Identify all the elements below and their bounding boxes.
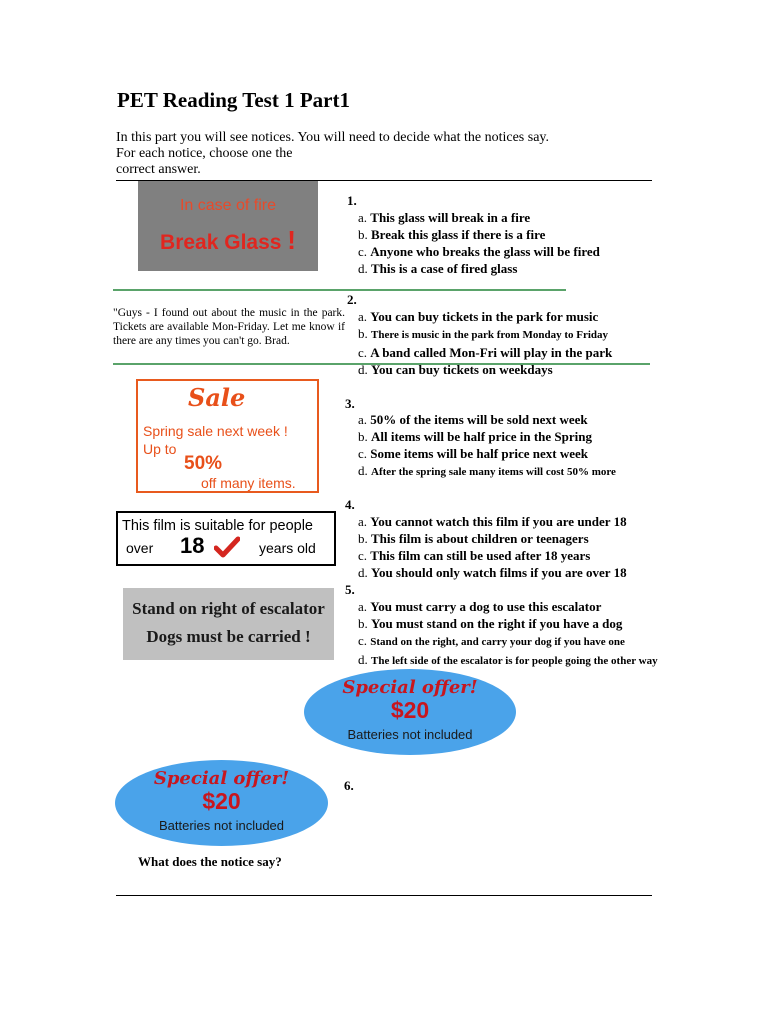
question-4-number: 4.	[345, 497, 355, 512]
intro-line-2: For each notice, choose one the	[116, 146, 293, 161]
question-1-number: 1.	[347, 193, 357, 208]
option-letter: a.	[358, 210, 368, 225]
option-letter: a.	[358, 412, 368, 427]
notice-5-escalator-sign	[123, 588, 334, 660]
question-3-number: 3.	[345, 396, 355, 411]
option-letter: a.	[358, 514, 368, 529]
question-6-number: 6.	[344, 778, 354, 793]
option-text: You must carry a dog to use this escalator	[370, 599, 602, 614]
question-2-option-c[interactable]	[358, 344, 612, 361]
option-letter: d.	[358, 565, 368, 580]
special-offer-text: Special offer!	[153, 768, 290, 789]
question-3-option-a[interactable]	[358, 411, 616, 428]
question-1-option-d[interactable]	[358, 260, 600, 277]
notice-3-line-1: Spring sale next week !	[143, 423, 288, 439]
option-letter: d.	[358, 463, 368, 478]
option-letter: b.	[358, 531, 368, 546]
green-rule-2	[113, 363, 650, 365]
option-letter: a.	[358, 599, 368, 614]
option-text: The left side of the escalator is for people going the other way	[371, 655, 658, 667]
question-5-options	[358, 598, 658, 670]
option-letter: b.	[358, 616, 368, 631]
question-3-options	[358, 411, 616, 481]
question-3-option-b[interactable]	[358, 428, 616, 445]
option-letter: c.	[358, 548, 368, 563]
special-offer-price: $20	[202, 788, 241, 814]
question-5-option-c[interactable]	[358, 632, 658, 651]
option-text: This film can still be used after 18 years	[370, 548, 591, 563]
notice-3-line-2: Up to	[143, 441, 177, 457]
option-text: You can buy tickets in the park for music	[370, 309, 599, 324]
question-4-option-c[interactable]	[358, 547, 627, 564]
question-1-option-a[interactable]	[358, 209, 600, 226]
option-letter: d.	[358, 362, 368, 377]
option-letter: c.	[358, 633, 368, 648]
notice-4-age: 18	[180, 533, 205, 558]
option-text: There is music in the park from Monday to Friday	[371, 329, 609, 341]
notice-4-over: over	[126, 540, 154, 556]
option-text: Break this glass if there is a fire	[371, 227, 546, 242]
notice-1-exclamation: !	[287, 225, 296, 255]
special-offer-text: Special offer!	[342, 677, 478, 698]
option-text: Some items will be half price next week	[370, 446, 588, 461]
special-offer-price: $20	[390, 697, 430, 723]
notice-4-film-sign	[116, 511, 336, 566]
notice-1-line-2	[138, 225, 318, 256]
question-2-options	[358, 308, 612, 378]
notice-2-message: "Guys - I found out about the music in the park. Tickets are available Mon-Friday. Let me know if there are any times you can't go. Brad.	[113, 307, 345, 347]
question-2-number: 2.	[347, 292, 357, 307]
question-3-option-d[interactable]	[358, 462, 616, 481]
question-4-option-b[interactable]	[358, 530, 627, 547]
option-letter: d.	[358, 652, 368, 667]
question-1-option-c[interactable]	[358, 243, 600, 260]
option-text: This is a case of fired glass	[371, 261, 518, 276]
option-text: Stand on the right, and carry your dog if you have one	[370, 636, 625, 648]
question-5-option-b[interactable]	[358, 615, 658, 632]
notice-3-line-3: off many items.	[201, 475, 296, 491]
option-text: 50% of the items will be sold next week	[370, 412, 588, 427]
option-text: You should only watch films if you are over 18	[371, 565, 627, 580]
option-letter: b.	[358, 429, 368, 444]
divider-bottom	[116, 895, 652, 896]
intro-line-1: In this part you will see notices. You will need to decide what the notices say.	[116, 130, 550, 145]
intro-line-3: correct answer.	[116, 162, 201, 177]
question-2-option-a[interactable]	[358, 308, 612, 325]
option-text: After the spring sale many items will cost 50% more	[371, 466, 616, 478]
question-1-options	[358, 209, 600, 277]
green-rule-1	[113, 289, 566, 291]
special-offer-oval-top	[304, 669, 516, 755]
notice-3-percent: 50%	[184, 453, 223, 474]
special-offer-oval-bottom	[115, 760, 328, 846]
option-text: A band called Mon-Fri will play in the park	[370, 345, 613, 360]
question-4-option-a[interactable]	[358, 513, 627, 530]
option-letter: b.	[358, 227, 368, 242]
special-offer-note: Batteries not included	[347, 727, 473, 742]
notice-4-line-1: This film is suitable for people	[122, 518, 313, 534]
notice-3-sale-heading: Sale	[188, 383, 246, 412]
option-text: You can buy tickets on weekdays	[371, 362, 553, 377]
question-1-option-b[interactable]	[358, 226, 600, 243]
question-4-option-d[interactable]	[358, 564, 627, 581]
option-letter: b.	[358, 326, 368, 341]
notice-5-line-1: Stand on right of escalator	[132, 599, 325, 618]
notice-4-years-old: years old	[259, 540, 316, 556]
notice-1-fire-sign	[138, 181, 318, 271]
notice-1-break-glass: Break Glass	[160, 231, 282, 254]
question-5-option-d[interactable]	[358, 651, 658, 670]
notice-prompt: What does the notice say?	[138, 854, 282, 869]
option-letter: a.	[358, 309, 368, 324]
option-letter: c.	[358, 446, 368, 461]
notice-1-line-1: In case of fire	[179, 197, 277, 214]
question-4-options	[358, 513, 627, 581]
notice-3-sale-sign	[136, 379, 319, 493]
notice-5-line-2: Dogs must be carried !	[146, 627, 311, 646]
special-offer-note: Batteries not included	[158, 818, 285, 833]
checkmark-icon	[214, 536, 240, 558]
option-text: All items will be half price in the Spring	[371, 429, 592, 444]
option-letter: c.	[358, 345, 368, 360]
question-2-option-b[interactable]	[358, 325, 612, 344]
option-text: You cannot watch this film if you are under 18	[370, 514, 627, 529]
option-letter: d.	[358, 261, 368, 276]
question-5-option-a[interactable]	[358, 598, 658, 615]
option-text: You must stand on the right if you have a dog	[371, 616, 623, 631]
option-text: Anyone who breaks the glass will be fired	[370, 244, 600, 259]
question-3-option-c[interactable]	[358, 445, 616, 462]
question-5-number: 5.	[345, 582, 355, 597]
option-letter: c.	[358, 244, 368, 259]
option-text: This film is about children or teenagers	[371, 531, 589, 546]
page-title: PET Reading Test 1 Part1	[117, 88, 350, 112]
intro-text	[116, 130, 656, 178]
option-text: This glass will break in a fire	[370, 210, 531, 225]
